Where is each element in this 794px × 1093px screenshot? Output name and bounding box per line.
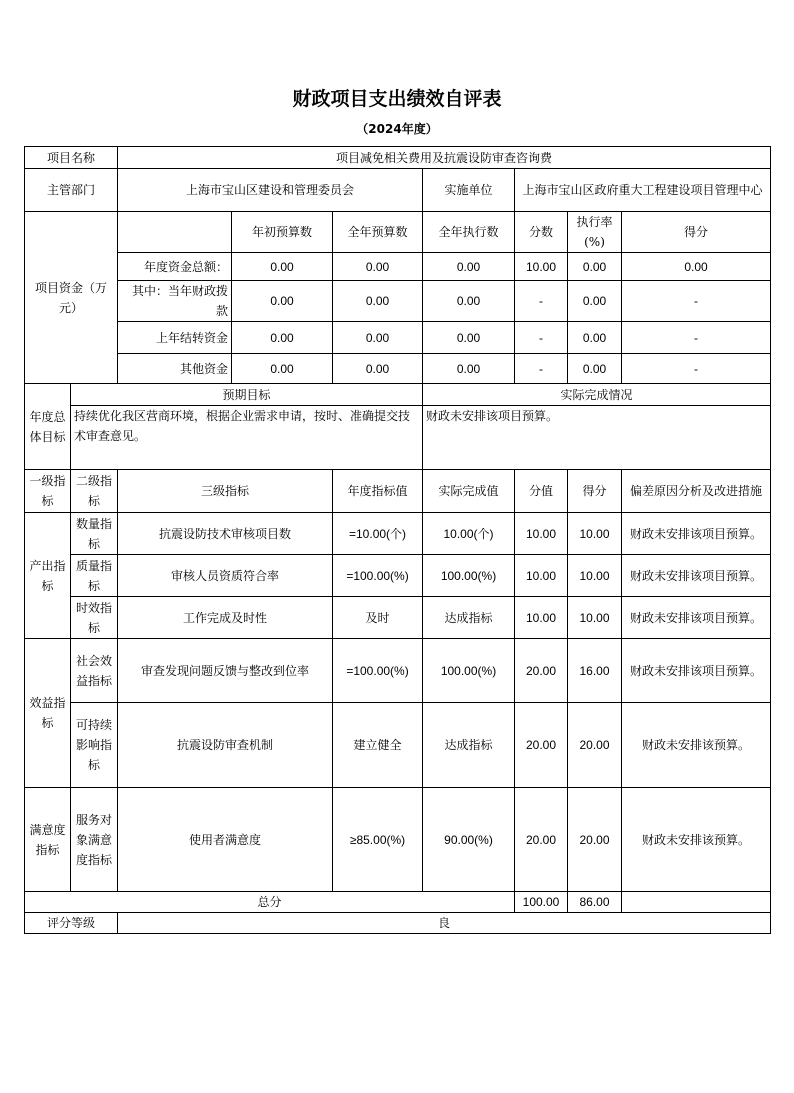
indicator-score: 10.00 — [568, 513, 622, 555]
funds-cell: 0.00 — [333, 322, 423, 354]
header-level1: 一级指标 — [25, 470, 71, 513]
funds-row-label: 年度资金总额： — [118, 253, 232, 281]
indicator-level3: 抗震设防技术审核项目数 — [118, 513, 333, 555]
rating-value: 良 — [118, 913, 771, 934]
indicator-target: 及时 — [333, 597, 423, 639]
indicator-score: 16.00 — [568, 639, 622, 703]
funds-cell: 0.00 — [423, 281, 515, 322]
funds-cell: 0.00 — [423, 354, 515, 384]
header-score-value: 分值 — [515, 470, 568, 513]
indicator-score: 10.00 — [568, 597, 622, 639]
indicator-row — [25, 513, 771, 555]
indicator-target: =10.00(个) — [333, 513, 423, 555]
funds-cell: 0.00 — [568, 354, 622, 384]
project-name: 项目减免相关费用及抗震设防审查咨询费 — [118, 147, 771, 169]
indicator-level3: 审查发现问题反馈与整改到位率 — [118, 639, 333, 703]
indicator-level2: 社会效益指标 — [71, 639, 118, 703]
indicator-score-value: 10.00 — [515, 597, 568, 639]
funds-cell: 0.00 — [568, 281, 622, 322]
goals-actual: 财政未安排该项目预算。 — [423, 406, 771, 470]
funds-cell: 0.00 — [568, 253, 622, 281]
total-blank — [622, 892, 771, 913]
indicator-target: =100.00(%) — [333, 639, 423, 703]
indicator-row — [25, 788, 771, 892]
funds-cell: 0.00 — [232, 253, 333, 281]
department-row — [25, 169, 771, 212]
total-score: 86.00 — [568, 892, 622, 913]
funds-cell: - — [515, 281, 568, 322]
header-score: 得分 — [568, 470, 622, 513]
indicator-score-value: 10.00 — [515, 555, 568, 597]
funds-col-executed: 全年执行数 — [423, 212, 515, 253]
goals-label: 年度总体目标 — [25, 384, 71, 470]
funds-col-score-value: 分数 — [515, 212, 568, 253]
total-row — [25, 892, 771, 913]
dept-value: 上海市宝山区建设和管理委员会 — [118, 169, 423, 212]
indicator-target: =100.00(%) — [333, 555, 423, 597]
indicator-level2: 时效指标 — [71, 597, 118, 639]
indicator-reason: 财政未安排该预算。 — [622, 788, 771, 892]
funds-row — [25, 281, 771, 322]
indicator-level3: 使用者满意度 — [118, 788, 333, 892]
indicator-level2: 服务对象满意度指标 — [71, 788, 118, 892]
funds-cell: - — [622, 354, 771, 384]
indicator-actual: 达成指标 — [423, 597, 515, 639]
indicator-score-value: 10.00 — [515, 513, 568, 555]
indicator-level1: 满意度指标 — [25, 788, 71, 892]
funds-cell: 0.00 — [333, 354, 423, 384]
funds-cell: 0.00 — [232, 322, 333, 354]
funds-cell: - — [515, 354, 568, 384]
indicator-actual: 100.00(%) — [423, 639, 515, 703]
goals-content-row — [25, 406, 771, 470]
indicator-score: 20.00 — [568, 788, 622, 892]
indicator-score-value: 20.00 — [515, 703, 568, 788]
indicator-row — [25, 703, 771, 788]
funds-col-exec-rate: 执行率(%) — [568, 212, 622, 253]
goals-expected: 持续优化我区营商环境，根据企业需求申请，按时、准确提交技术审查意见。 — [71, 406, 423, 470]
indicator-reason: 财政未安排该项目预算。 — [622, 555, 771, 597]
header-reason: 偏差原因分析及改进措施 — [622, 470, 771, 513]
header-actual: 实际完成值 — [423, 470, 515, 513]
indicator-level2: 可持续影响指标 — [71, 703, 118, 788]
funds-cell: 0.00 — [423, 253, 515, 281]
goals-expected-header: 预期目标 — [71, 384, 423, 406]
indicator-level3: 审核人员资质符合率 — [118, 555, 333, 597]
funds-row — [25, 253, 771, 281]
unit-value: 上海市宝山区政府重大工程建设项目管理中心 — [515, 169, 771, 212]
funds-cell: 0.00 — [622, 253, 771, 281]
indicator-reason: 财政未安排该项目预算。 — [622, 597, 771, 639]
indicator-level2: 质量指标 — [71, 555, 118, 597]
indicator-score-value: 20.00 — [515, 788, 568, 892]
indicator-score-value: 20.00 — [515, 639, 568, 703]
goals-header-row — [25, 384, 771, 406]
indicator-actual: 100.00(%) — [423, 555, 515, 597]
evaluation-table — [24, 146, 771, 934]
indicator-reason: 财政未安排该预算。 — [622, 703, 771, 788]
funds-header-blank — [118, 212, 232, 253]
header-level2: 二级指标 — [71, 470, 118, 513]
total-score-value: 100.00 — [515, 892, 568, 913]
funds-row-label: 其中：当年财政拨款 — [118, 281, 232, 322]
indicator-target: ≥85.00(%) — [333, 788, 423, 892]
funds-cell: - — [622, 322, 771, 354]
year-subtitle: （2024年度） — [356, 122, 438, 136]
funds-cell: 0.00 — [423, 322, 515, 354]
funds-cell: 0.00 — [232, 281, 333, 322]
indicator-header-row — [25, 470, 771, 513]
dept-label: 主管部门 — [25, 169, 118, 212]
indicator-score: 20.00 — [568, 703, 622, 788]
funds-row — [25, 322, 771, 354]
indicator-level1: 效益指标 — [25, 639, 71, 788]
total-label: 总分 — [25, 892, 515, 913]
indicator-actual: 达成指标 — [423, 703, 515, 788]
indicator-row — [25, 639, 771, 703]
indicator-actual: 10.00(个) — [423, 513, 515, 555]
funds-cell: 0.00 — [333, 281, 423, 322]
funds-col-initial: 年初预算数 — [232, 212, 333, 253]
rating-label: 评分等级 — [25, 913, 118, 934]
indicator-row — [25, 555, 771, 597]
funds-row-label: 上年结转资金 — [118, 322, 232, 354]
indicator-level3: 抗震设防审查机制 — [118, 703, 333, 788]
unit-label: 实施单位 — [423, 169, 515, 212]
funds-cell: 10.00 — [515, 253, 568, 281]
page-title: 财政项目支出绩效自评表 — [292, 88, 502, 110]
project-name-row — [25, 147, 771, 169]
header-target: 年度指标值 — [333, 470, 423, 513]
funds-cell: 0.00 — [232, 354, 333, 384]
indicator-level3: 工作完成及时性 — [118, 597, 333, 639]
rating-row — [25, 913, 771, 934]
goals-actual-header: 实际完成情况 — [423, 384, 771, 406]
funds-cell: 0.00 — [568, 322, 622, 354]
funds-label: 项目资金（万元） — [25, 212, 118, 384]
funds-col-annual: 全年预算数 — [333, 212, 423, 253]
indicator-level1: 产出指标 — [25, 513, 71, 639]
funds-col-score: 得分 — [622, 212, 771, 253]
funds-cell: - — [622, 281, 771, 322]
funds-header-row — [25, 212, 771, 253]
indicator-score: 10.00 — [568, 555, 622, 597]
funds-row — [25, 354, 771, 384]
indicator-reason: 财政未安排该项目预算。 — [622, 513, 771, 555]
funds-cell: 0.00 — [333, 253, 423, 281]
indicator-row — [25, 597, 771, 639]
funds-cell: - — [515, 322, 568, 354]
project-name-label: 项目名称 — [25, 147, 118, 169]
indicator-target: 建立健全 — [333, 703, 423, 788]
indicator-actual: 90.00(%) — [423, 788, 515, 892]
funds-row-label: 其他资金 — [118, 354, 232, 384]
indicator-level2: 数量指标 — [71, 513, 118, 555]
indicator-reason: 财政未安排该项目预算。 — [622, 639, 771, 703]
header-level3: 三级指标 — [118, 470, 333, 513]
